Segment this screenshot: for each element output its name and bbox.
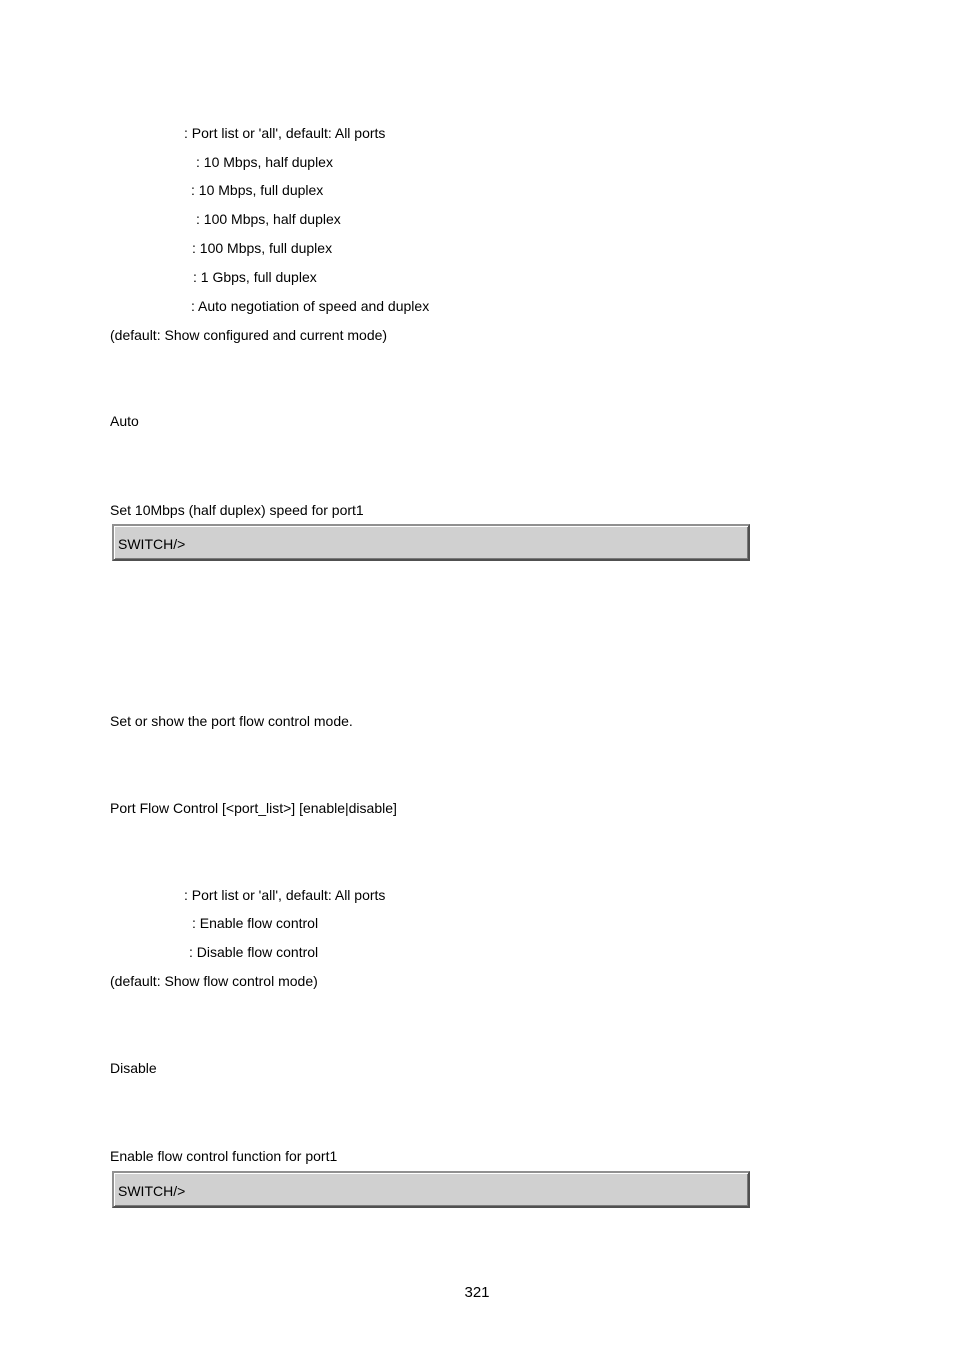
command-syntax: Port Flow Control [<port_list>] [enable|disable]: [110, 800, 397, 816]
param-enable: : Enable flow control: [192, 915, 319, 931]
param-auto: : Auto negotiation of speed and duplex: [191, 298, 430, 314]
param-port-list: : Port list or 'all', default: All ports: [184, 887, 386, 903]
param-1000fdx: : 1 Gbps, full duplex: [193, 269, 317, 285]
command-prompt: SWITCH/>: [118, 536, 186, 552]
page-number: 321: [464, 1284, 490, 1301]
param-disable: : Disable flow control: [189, 944, 319, 960]
command-example-box: [112, 1171, 750, 1208]
default-note: (default: Show configured and current mode): [110, 327, 388, 343]
example-description: Set 10Mbps (half duplex) speed for port1: [110, 502, 364, 518]
command-description: Set or show the port flow control mode.: [110, 713, 353, 729]
default-value: Auto: [110, 413, 139, 429]
param-100hdx: : 100 Mbps, half duplex: [196, 211, 341, 227]
default-note: (default: Show flow control mode): [110, 973, 318, 989]
example-description: Enable flow control function for port1: [110, 1148, 338, 1164]
command-prompt: SWITCH/>: [118, 1183, 186, 1199]
command-example-box: [112, 524, 750, 561]
param-port-list: : Port list or 'all', default: All ports: [184, 125, 386, 141]
param-10fdx: : 10 Mbps, full duplex: [191, 182, 324, 198]
default-value: Disable: [110, 1060, 157, 1076]
param-10hdx: : 10 Mbps, half duplex: [196, 154, 333, 170]
param-100fdx: : 100 Mbps, full duplex: [192, 240, 333, 256]
